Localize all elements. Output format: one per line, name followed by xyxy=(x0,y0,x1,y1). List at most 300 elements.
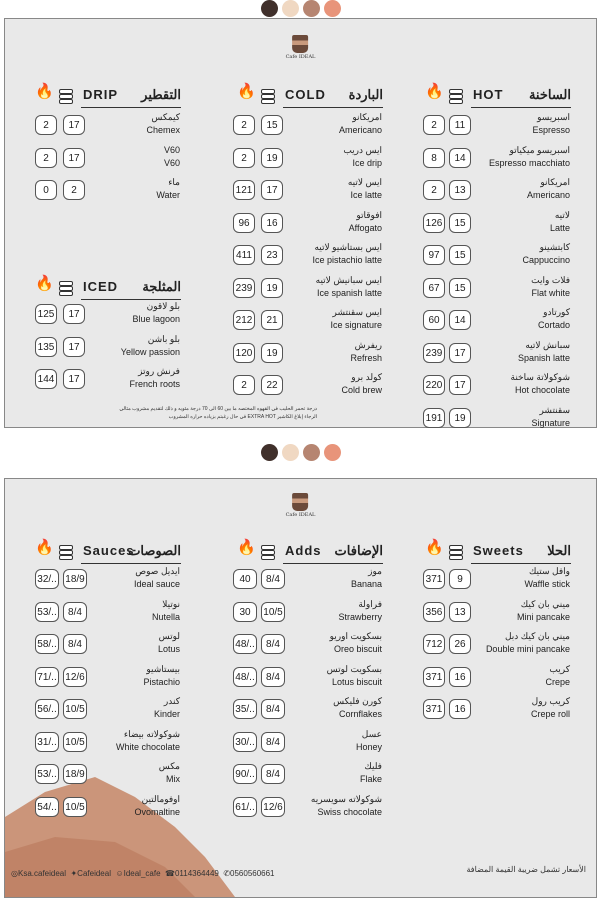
price-box: 9 xyxy=(449,569,471,589)
calories-flame-icon: 🔥 xyxy=(35,275,54,292)
dot xyxy=(303,0,320,17)
menu-card-drinks xyxy=(4,18,597,428)
menu-item[interactable] xyxy=(25,298,180,328)
item-names xyxy=(282,565,382,591)
pagination-dots-top xyxy=(0,0,601,17)
item-name-ar: شوكولاته سويسريه xyxy=(310,793,382,804)
dot xyxy=(303,444,320,461)
menu-item[interactable] xyxy=(227,758,382,788)
item-name-ar: كابتشينو xyxy=(539,242,570,252)
item-name-en: Hot chocolate xyxy=(514,385,570,395)
item-names xyxy=(282,728,382,754)
menu-item[interactable] xyxy=(25,596,180,626)
calories-price-header xyxy=(235,539,279,559)
calories-box: 356 xyxy=(423,602,445,622)
calories-box: 144 xyxy=(35,369,57,389)
calories-price-header xyxy=(423,539,467,559)
item-names xyxy=(282,209,382,235)
item-name-ar: كيمكس xyxy=(151,112,180,122)
price-box: 15 xyxy=(449,245,471,265)
menu-item[interactable] xyxy=(415,142,570,172)
item-names xyxy=(80,695,180,721)
menu-item[interactable] xyxy=(415,174,570,204)
item-name-en: Double mini pancake xyxy=(485,644,570,654)
item-name-ar: وافل ستيك xyxy=(528,566,570,576)
item-names xyxy=(80,176,180,202)
calories-box: 32/.. xyxy=(35,569,59,589)
price-box: 16 xyxy=(261,213,283,233)
menu-item[interactable] xyxy=(227,239,382,269)
social-links xyxy=(11,869,275,878)
item-names xyxy=(470,176,570,202)
price-box: 8/4 xyxy=(261,732,285,752)
menu-item[interactable] xyxy=(415,563,570,593)
item-name-ar: امريكانو xyxy=(352,112,382,122)
calories-box: 371 xyxy=(423,569,445,589)
price-box: 2 xyxy=(63,180,85,200)
menu-item[interactable] xyxy=(227,337,382,367)
calories-box: 2 xyxy=(233,115,255,135)
menu-item[interactable] xyxy=(25,661,180,691)
price-box: 14 xyxy=(449,148,471,168)
item-name-en: Honey xyxy=(355,741,382,752)
menu-item[interactable] xyxy=(227,628,382,658)
item-names xyxy=(80,365,180,391)
item-name-ar: ايديل صوص xyxy=(135,566,180,576)
item-name-en: Ice signature xyxy=(330,320,382,330)
price-box: 8/4 xyxy=(261,634,285,654)
price-box: 10/5 xyxy=(63,732,87,752)
section-title-ar: الحلا xyxy=(547,543,571,558)
price-box: 17 xyxy=(63,369,85,389)
item-names xyxy=(80,111,180,137)
item-names xyxy=(282,760,382,786)
item-names xyxy=(80,300,180,326)
section-header xyxy=(283,83,383,105)
calories-box: 411 xyxy=(233,245,255,265)
calories-box: 712 xyxy=(423,634,445,654)
price-box: 22 xyxy=(261,375,283,395)
calories-box: 2 xyxy=(423,115,445,135)
item-names xyxy=(80,630,180,656)
item-name-en: Crepe roll xyxy=(530,709,570,719)
item-name-ar: بيستاشيو xyxy=(146,663,180,674)
section-title-ar: التقطير xyxy=(141,87,181,102)
item-names xyxy=(80,793,180,819)
item-names xyxy=(282,793,382,819)
section-header xyxy=(471,539,571,561)
menu-item[interactable] xyxy=(227,661,382,691)
item-name-en: Cortado xyxy=(537,320,570,330)
dot xyxy=(282,444,299,461)
menu-item[interactable] xyxy=(25,628,180,658)
menu-item[interactable] xyxy=(415,693,570,723)
item-names xyxy=(470,306,570,332)
item-name-en: Ice drip xyxy=(352,157,382,168)
calories-flame-icon: 🔥 xyxy=(35,539,54,556)
dot xyxy=(324,0,341,17)
item-name-en: Cappuccino xyxy=(522,255,570,265)
item-name-en: Cornflakes xyxy=(338,709,382,719)
snapchat-icon: ☺ xyxy=(115,869,124,878)
item-name-ar: بلو باشن xyxy=(147,333,180,344)
price-box: 12/6 xyxy=(261,797,285,817)
calories-box: 371 xyxy=(423,699,445,719)
calories-box: 121 xyxy=(233,180,255,200)
twitter-icon: ✦ xyxy=(70,869,78,878)
menu-item[interactable] xyxy=(227,304,382,334)
section-header xyxy=(81,275,181,297)
calories-box: 239 xyxy=(233,278,255,298)
item-names xyxy=(80,663,180,689)
section-header xyxy=(283,539,383,561)
price-box: 13 xyxy=(449,602,471,622)
calories-box: 239 xyxy=(423,343,445,363)
item-names xyxy=(470,241,570,267)
menu-item[interactable] xyxy=(415,304,570,334)
item-name-ar: كريب xyxy=(549,663,570,674)
item-names xyxy=(470,663,570,689)
menu-item[interactable] xyxy=(227,369,382,399)
item-names xyxy=(470,598,570,624)
menu-item[interactable] xyxy=(227,207,382,237)
menu-item[interactable] xyxy=(25,693,180,723)
calories-price-header xyxy=(33,539,77,559)
menu-item[interactable] xyxy=(227,726,382,756)
item-names xyxy=(282,339,382,365)
item-names xyxy=(282,695,382,721)
cafe-logo: Cafe IDEAL xyxy=(286,493,316,518)
menu-item[interactable] xyxy=(227,174,382,204)
price-box: 10/5 xyxy=(63,797,87,817)
item-name-en: Banana xyxy=(350,579,382,589)
calories-price-header xyxy=(423,83,467,103)
twitter-handle[interactable]: Cafeideal xyxy=(77,869,111,878)
item-name-ar: سقنتشر xyxy=(539,404,570,415)
price-box: 23 xyxy=(261,245,283,265)
calories-flame-icon: 🔥 xyxy=(237,83,256,100)
menu-item[interactable] xyxy=(415,402,570,432)
item-name-en: French roots xyxy=(129,379,180,389)
item-name-ar: ريفرش xyxy=(354,339,382,350)
item-names xyxy=(282,144,382,170)
item-name-ar: فليك xyxy=(364,761,382,771)
menu-item[interactable] xyxy=(227,272,382,302)
price-box: 19 xyxy=(449,408,471,428)
item-name-ar: سبانش لاتيه xyxy=(525,339,570,350)
item-name-ar: كولد برو xyxy=(351,372,382,382)
phone-icon: ☎ xyxy=(164,869,175,878)
menu-item[interactable] xyxy=(25,109,180,139)
item-name-ar: ايس سبانيش لاتيه xyxy=(315,274,382,285)
item-names xyxy=(80,598,180,624)
item-name-en: Latte xyxy=(549,222,570,233)
item-names xyxy=(470,144,570,170)
price-box: 10/5 xyxy=(261,602,285,622)
calories-box: 40 xyxy=(233,569,257,589)
item-names xyxy=(282,630,382,656)
item-name-en: Swiss chocolate xyxy=(317,806,382,817)
price-box: 17 xyxy=(63,115,85,135)
price-box: 26 xyxy=(449,634,471,654)
menu-item[interactable] xyxy=(227,791,382,821)
section-title-en: Sweets xyxy=(473,543,524,558)
item-name-ar: كورتادو xyxy=(543,307,570,317)
item-names xyxy=(282,111,382,137)
menu-item[interactable] xyxy=(415,628,570,658)
item-name-ar: اوفومالتين xyxy=(141,793,180,804)
menu-item[interactable] xyxy=(227,563,382,593)
item-names xyxy=(470,695,570,721)
section-title-en: Sauces xyxy=(83,543,135,558)
price-coins-icon xyxy=(261,545,275,557)
calories-box: 2 xyxy=(423,180,445,200)
item-name-en: Yellow passion xyxy=(120,346,180,357)
menu-card-sweets xyxy=(4,478,597,898)
calories-box: 212 xyxy=(233,310,255,330)
item-names xyxy=(282,598,382,624)
price-box: 17 xyxy=(63,148,85,168)
item-name-ar: شوكولاته بيضاء xyxy=(123,728,180,739)
calories-box: 371 xyxy=(423,667,445,687)
price-box: 8/4 xyxy=(63,602,87,622)
item-name-en: Lotus xyxy=(157,644,180,654)
menu-item[interactable] xyxy=(25,174,180,204)
price-box: 8/4 xyxy=(261,699,285,719)
calories-box: 53/.. xyxy=(35,764,59,784)
menu-item[interactable] xyxy=(415,239,570,269)
item-name-en: Pistachio xyxy=(143,676,180,687)
menu-item[interactable] xyxy=(25,142,180,172)
item-names xyxy=(80,760,180,786)
item-name-en: Oreo biscuit xyxy=(333,644,382,654)
price-box: 15 xyxy=(449,213,471,233)
calories-box: 53/.. xyxy=(35,602,59,622)
calories-box: 2 xyxy=(35,148,57,168)
calories-flame-icon: 🔥 xyxy=(237,539,256,556)
pagination-dots-middle xyxy=(0,444,601,461)
price-coins-icon xyxy=(59,545,73,557)
snapchat-handle[interactable]: Ideal_cafe xyxy=(123,869,161,878)
dot xyxy=(282,0,299,17)
item-names xyxy=(470,274,570,300)
item-name-ar: اسبريسو xyxy=(537,112,570,122)
item-names xyxy=(80,728,180,754)
instagram-handle[interactable]: Ksa.cafeideal xyxy=(17,869,67,878)
item-name-en: Americano xyxy=(338,125,382,135)
item-name-ar: بسكويت اوريو xyxy=(329,631,382,641)
calories-box: 67 xyxy=(423,278,445,298)
item-name-en: Blue lagoon xyxy=(132,314,180,324)
item-name-ar: ماء xyxy=(168,177,180,187)
calories-box: 90/.. xyxy=(233,764,257,784)
calories-box: 2 xyxy=(233,375,255,395)
calories-box: 135 xyxy=(35,337,57,357)
item-name-en: Espresso macchiato xyxy=(488,157,570,168)
item-names xyxy=(282,663,382,689)
item-name-en: Ideal sauce xyxy=(133,579,180,589)
whatsapp-number[interactable]: 0560560661 xyxy=(230,869,275,878)
item-name-ar: موز xyxy=(368,566,382,576)
menu-item[interactable] xyxy=(25,758,180,788)
calories-price-header xyxy=(33,275,77,295)
menu-item[interactable] xyxy=(25,726,180,756)
item-names xyxy=(80,333,180,359)
dot xyxy=(324,444,341,461)
section-title-en: COLD xyxy=(285,87,326,102)
item-name-ar: ميني بان كيك دبل xyxy=(504,631,570,641)
item-name-en: Ice latte xyxy=(350,190,382,200)
vat-note: الأسعار تشمل ضريبة القيمة المضافة xyxy=(466,865,586,874)
menu-item[interactable] xyxy=(25,791,180,821)
dot xyxy=(261,444,278,461)
price-box: 21 xyxy=(261,310,283,330)
price-coins-icon xyxy=(59,89,73,101)
calories-flame-icon: 🔥 xyxy=(35,83,54,100)
item-name-ar: V60 xyxy=(163,144,180,155)
price-box: 19 xyxy=(261,343,283,363)
item-name-ar: فلات وايت xyxy=(531,274,570,285)
calories-box: 2 xyxy=(35,115,57,135)
item-names xyxy=(80,565,180,591)
item-name-ar: فرنش روتز xyxy=(138,366,180,376)
calories-box: 96 xyxy=(233,213,255,233)
calories-box: 120 xyxy=(233,343,255,363)
calories-box: 30 xyxy=(233,602,257,622)
calories-box: 0 xyxy=(35,180,57,200)
milk-temperature-note: درجة تحمر الحليب في القهوه المختصه ما بين 60 الى 70 درجة مئويه و ذلك لتقديم مشروب مثالي في حال رغبتم بزياده حراره المشروب EXTRA HOT الرجاء إبلاغ الكاشير xyxy=(119,406,317,420)
menu-item[interactable] xyxy=(227,596,382,626)
section-header xyxy=(471,83,571,105)
item-name-en: Refresh xyxy=(350,352,382,363)
menu-item[interactable] xyxy=(415,337,570,367)
item-name-ar: امريكانو xyxy=(540,177,570,187)
calories-box: 60 xyxy=(423,310,445,330)
calories-box: 71/.. xyxy=(35,667,59,687)
item-name-ar: اسبريسو ميكياتو xyxy=(509,144,570,155)
item-name-en: Strawberry xyxy=(338,611,382,622)
price-box: 17 xyxy=(449,375,471,395)
menu-item[interactable] xyxy=(25,363,180,393)
calories-box: 35/.. xyxy=(233,699,257,719)
item-name-en: Mini pancake xyxy=(516,611,570,622)
menu-item[interactable] xyxy=(415,272,570,302)
item-name-ar: فراولة xyxy=(358,598,382,609)
price-coins-icon xyxy=(59,281,73,293)
item-name-ar: ايس لاتيه xyxy=(347,177,382,187)
price-box: 8/4 xyxy=(261,667,285,687)
calories-box: 125 xyxy=(35,304,57,324)
item-name-ar: مكس xyxy=(158,761,180,771)
calories-flame-icon: 🔥 xyxy=(425,539,444,556)
menu-item[interactable] xyxy=(415,661,570,691)
section-header xyxy=(81,83,181,105)
item-name-en: Affogato xyxy=(348,222,382,233)
price-coins-icon xyxy=(449,89,463,101)
item-name-ar: ايس دريب xyxy=(343,144,382,155)
price-coins-icon xyxy=(449,545,463,557)
menu-item[interactable] xyxy=(227,142,382,172)
price-box: 17 xyxy=(63,304,85,324)
item-name-ar: بسكويت لوتس xyxy=(326,663,382,674)
calories-box: 30/.. xyxy=(233,732,257,752)
price-box: 17 xyxy=(449,343,471,363)
item-name-ar: افوقاتو xyxy=(356,209,382,220)
price-box: 8/4 xyxy=(261,764,285,784)
price-box: 19 xyxy=(261,148,283,168)
item-name-en: Espresso xyxy=(532,125,570,135)
price-box: 16 xyxy=(449,667,471,687)
section-title-en: Adds xyxy=(285,543,322,558)
price-box: 18/9 xyxy=(63,569,87,589)
item-name-ar: لاتيه xyxy=(554,209,570,220)
section-title-en: HOT xyxy=(473,87,504,102)
item-name-en: Lotus biscuit xyxy=(331,676,382,687)
calories-box: 31/.. xyxy=(35,732,59,752)
item-names xyxy=(80,144,180,170)
menu-item[interactable] xyxy=(415,207,570,237)
price-box: 11 xyxy=(449,115,471,135)
calories-box: 48/.. xyxy=(233,667,257,687)
item-names xyxy=(282,371,382,397)
section-title-ar: المثلجة xyxy=(142,279,181,294)
menu-item[interactable] xyxy=(25,563,180,593)
item-name-ar: عسل xyxy=(361,728,382,739)
calories-box: 220 xyxy=(423,375,445,395)
item-names xyxy=(282,241,382,267)
section-title-ar: الساخنة xyxy=(528,87,571,102)
menu-item[interactable] xyxy=(227,109,382,139)
dot xyxy=(261,0,278,17)
item-name-en: Flat white xyxy=(531,287,570,298)
item-names xyxy=(470,111,570,137)
phone-number[interactable]: 0114364449 xyxy=(174,869,219,878)
menu-item[interactable] xyxy=(415,596,570,626)
item-name-en: Water xyxy=(156,190,180,200)
price-box: 16 xyxy=(449,699,471,719)
item-name-en: Waffle stick xyxy=(524,579,570,589)
price-box: 15 xyxy=(261,115,283,135)
item-name-ar: بلو لاقون xyxy=(146,301,180,311)
menu-item[interactable] xyxy=(227,693,382,723)
item-names xyxy=(470,339,570,365)
item-name-ar: كورن فليكس xyxy=(333,696,382,706)
item-name-ar: كندر xyxy=(163,696,180,706)
calories-box: 58/.. xyxy=(35,634,59,654)
item-names xyxy=(470,404,570,430)
price-coins-icon xyxy=(261,89,275,101)
item-name-ar: كريب رول xyxy=(531,696,570,706)
item-name-en: Ovomaltine xyxy=(134,806,180,817)
price-box: 17 xyxy=(261,180,283,200)
item-names xyxy=(282,274,382,300)
calories-box: 61/.. xyxy=(233,797,257,817)
menu-item[interactable] xyxy=(415,369,570,399)
item-name-en: White chocolate xyxy=(115,741,180,752)
calories-box: 48/.. xyxy=(233,634,257,654)
item-name-en: Kinder xyxy=(153,709,180,719)
item-names xyxy=(470,371,570,397)
price-box: 12/6 xyxy=(63,667,87,687)
section-title-en: DRIP xyxy=(83,87,119,102)
price-box: 13 xyxy=(449,180,471,200)
item-name-en: Ice pistachio latte xyxy=(312,255,382,265)
item-name-ar: ميني بان كيك xyxy=(520,598,570,609)
price-box: 18/9 xyxy=(63,764,87,784)
calories-flame-icon: 🔥 xyxy=(425,83,444,100)
menu-item[interactable] xyxy=(25,331,180,361)
menu-item[interactable] xyxy=(415,109,570,139)
